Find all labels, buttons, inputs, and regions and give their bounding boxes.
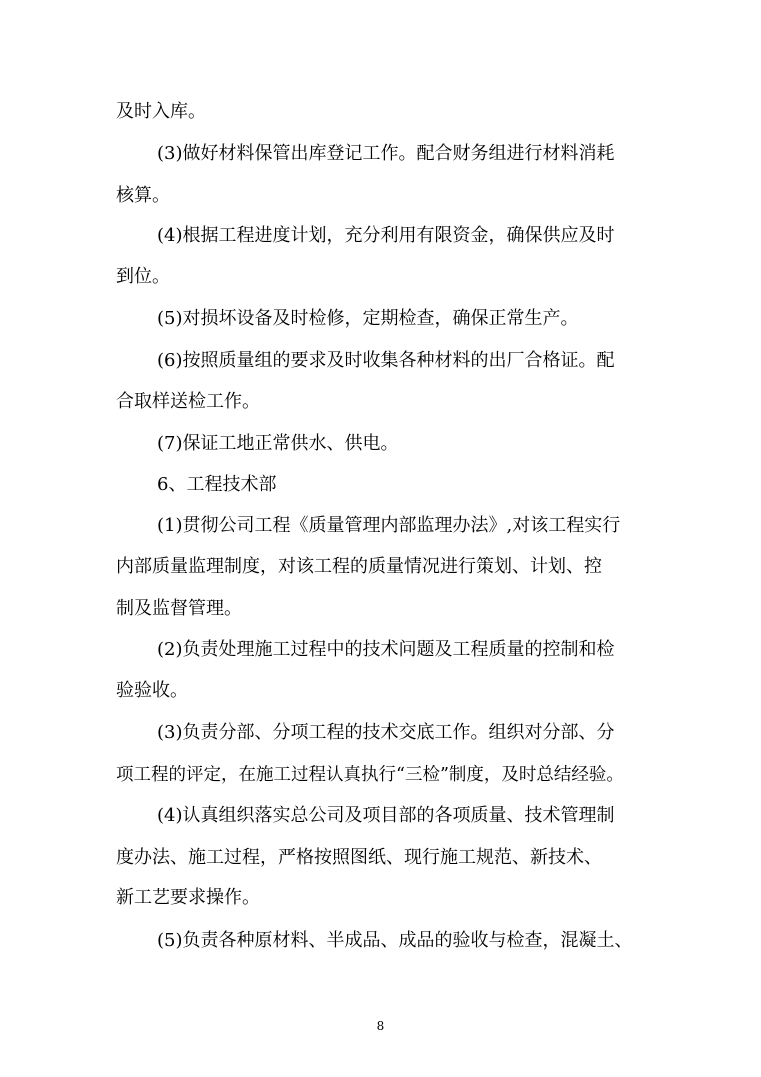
text-line: 核算。 <box>116 185 170 206</box>
text-line: (3)做好材料保管出库登记工作。配合财务组进行材料消耗 <box>157 143 615 164</box>
text-line: 到位。 <box>116 266 170 287</box>
text-line: 内部质量监理制度，对该工程的质量情况进行策划、计划、控 <box>116 556 602 577</box>
text-line: 项工程的评定，在施工过程认真执行“三检”制度，及时总结经验。 <box>116 765 624 785</box>
text-line: (5)负责各种原材料、半成品、成品的验收与检查，混凝土、 <box>157 930 633 951</box>
section-heading: 6、工程技术部 <box>157 474 277 495</box>
text-line: (4)认真组织落实总公司及项目部的各项质量、技术管理制 <box>157 805 615 826</box>
text-line: 新工艺要求操作。 <box>116 887 260 908</box>
text-line: (2)负责处理施工过程中的技术问题及工程质量的控制和检 <box>157 639 615 660</box>
text-line: 度办法、施工过程，严格按照图纸、现行施工规范、新技术、 <box>116 847 602 868</box>
text-line: (5)对损坏设备及时检修，定期检查，确保正常生产。 <box>157 308 579 329</box>
page-number: 8 <box>376 1019 385 1033</box>
text-line: (7)保证工地正常供水、供电。 <box>157 433 399 454</box>
text-line: (6)按照质量组的要求及时收集各种材料的出厂合格证。配 <box>157 350 615 371</box>
text-line: 及时入库。 <box>116 101 206 122</box>
text-line: 制及监督管理。 <box>116 598 242 619</box>
text-line: (4)根据工程进度计划，充分利用有限资金，确保供应及时 <box>157 225 615 246</box>
text-line: (1)贯彻公司工程《质量管理内部监理办法》,对该工程实行 <box>157 515 621 536</box>
text-line: 验验收。 <box>116 680 188 701</box>
text-line: (3)负责分部、分项工程的技术交底工作。组织对分部、分 <box>157 722 615 743</box>
text-line: 合取样送检工作。 <box>116 391 260 412</box>
